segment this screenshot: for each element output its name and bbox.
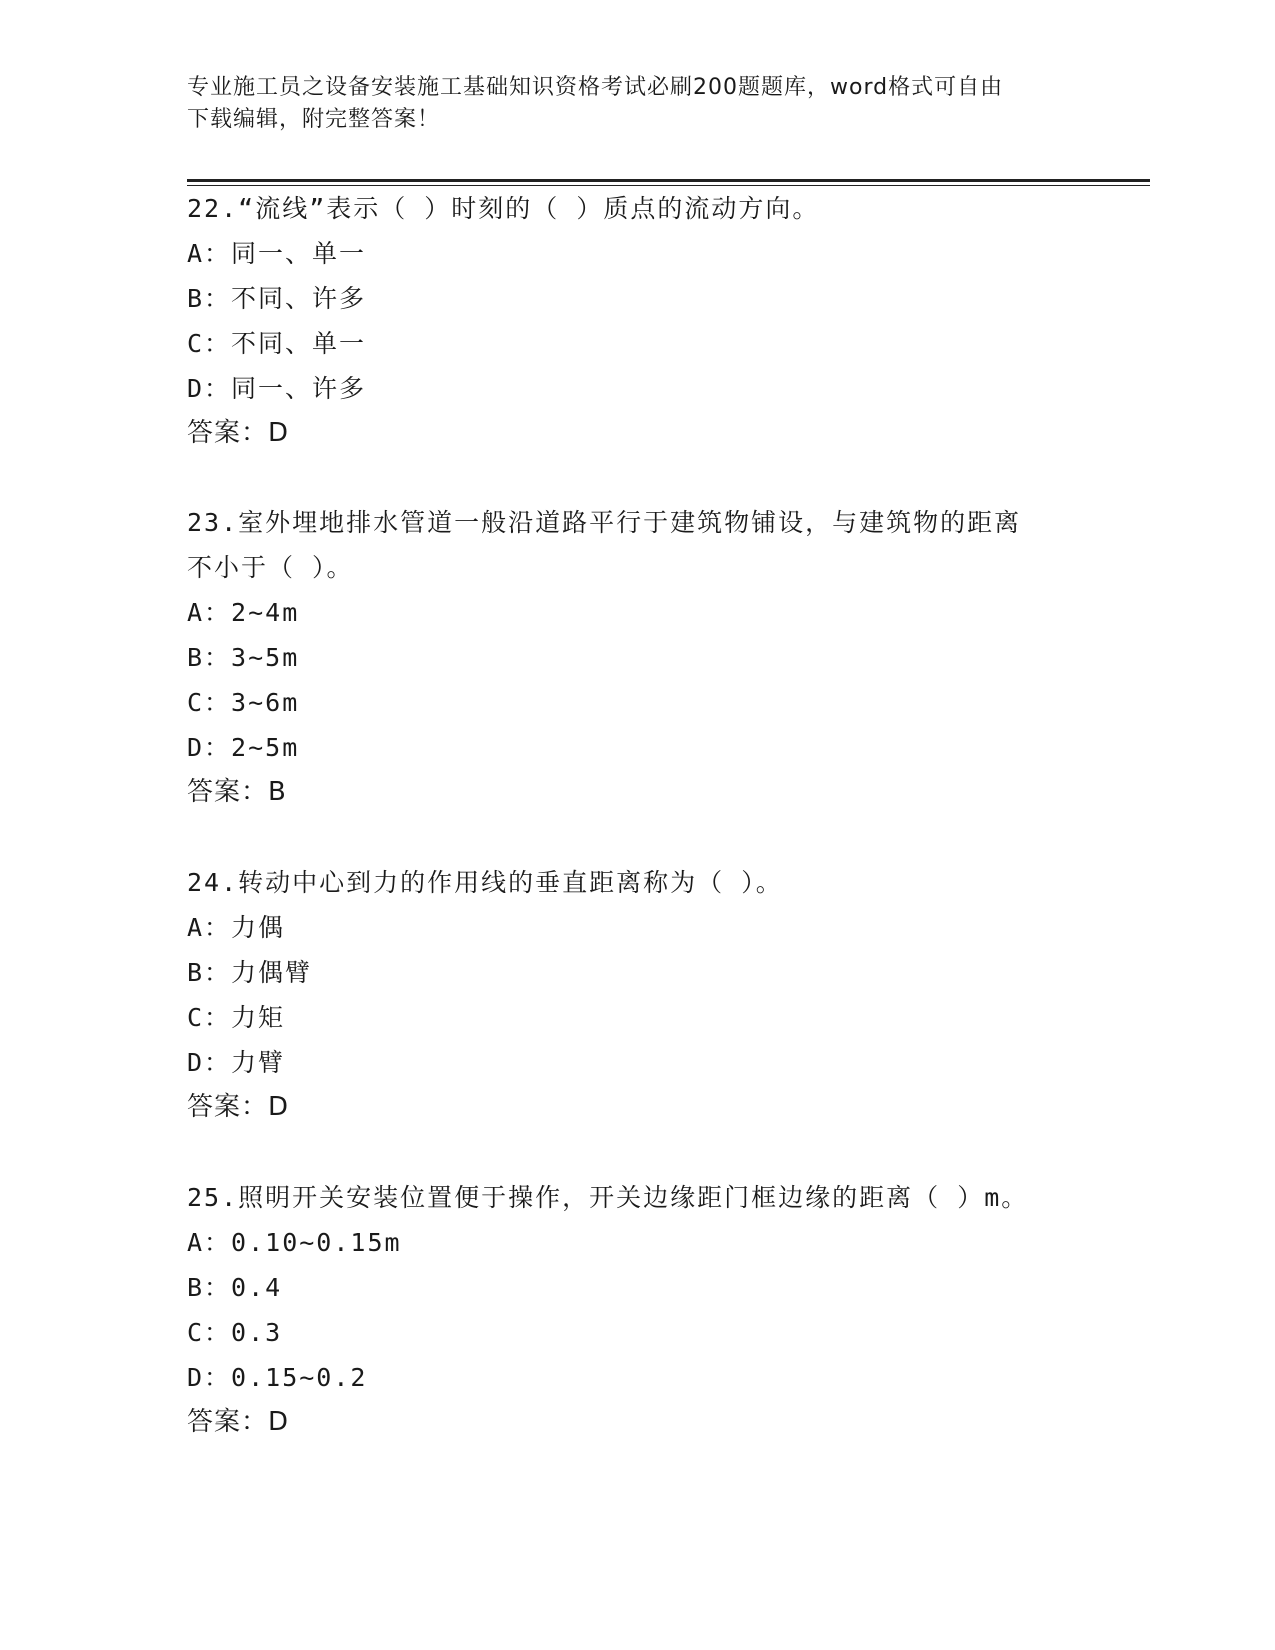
option-a: A：2~4m <box>187 598 300 627</box>
question-24 <box>187 860 1087 1130</box>
option-b: B：力偶臂 <box>187 958 313 987</box>
option-d: D：力臂 <box>187 1048 286 1077</box>
option-c: C：不同、单一 <box>187 329 367 358</box>
question-23 <box>187 500 1087 815</box>
option-b: B：3~5m <box>187 643 300 672</box>
option-a: A：0.10~0.15m <box>187 1228 402 1257</box>
header-line-1: 专业施工员之设备安装施工基础知识资格考试必刷200题题库，word格式可自由 <box>187 75 1004 100</box>
option-b: B：不同、许多 <box>187 284 367 313</box>
question-stem-line-2: 不小于（ ）。 <box>187 553 354 582</box>
option-d: D：2~5m <box>187 733 300 762</box>
option-c: C：0.3 <box>187 1318 283 1347</box>
question-25 <box>187 1175 1087 1445</box>
option-c: C：3~6m <box>187 688 300 717</box>
answer: 答案：B <box>187 777 287 807</box>
question-22 <box>187 186 1087 456</box>
option-a: A：力偶 <box>187 913 286 942</box>
header-line-2: 下载编辑，附完整答案！ <box>187 107 441 132</box>
option-d: D：0.15~0.2 <box>187 1363 368 1392</box>
question-stem: 24.转动中心到力的作用线的垂直距离称为（ ）。 <box>187 868 783 897</box>
answer: 答案：D <box>187 418 290 448</box>
option-c: C：力矩 <box>187 1003 286 1032</box>
question-stem: 22.“流线”表示（ ）时刻的（ ）质点的流动方向。 <box>187 194 820 223</box>
option-b: B：0.4 <box>187 1273 283 1302</box>
header-divider-thick <box>187 179 1150 182</box>
question-stem-line-1: 23.室外埋地排水管道一般沿道路平行于建筑物铺设，与建筑物的距离 <box>187 508 1022 537</box>
question-stem: 25.照明开关安装位置便于操作，开关边缘距门框边缘的距离（ ）m。 <box>187 1183 1029 1212</box>
document-header <box>187 72 1087 136</box>
answer: 答案：D <box>187 1407 290 1437</box>
option-d: D：同一、许多 <box>187 374 367 403</box>
option-a: A：同一、单一 <box>187 239 367 268</box>
answer: 答案：D <box>187 1092 290 1122</box>
